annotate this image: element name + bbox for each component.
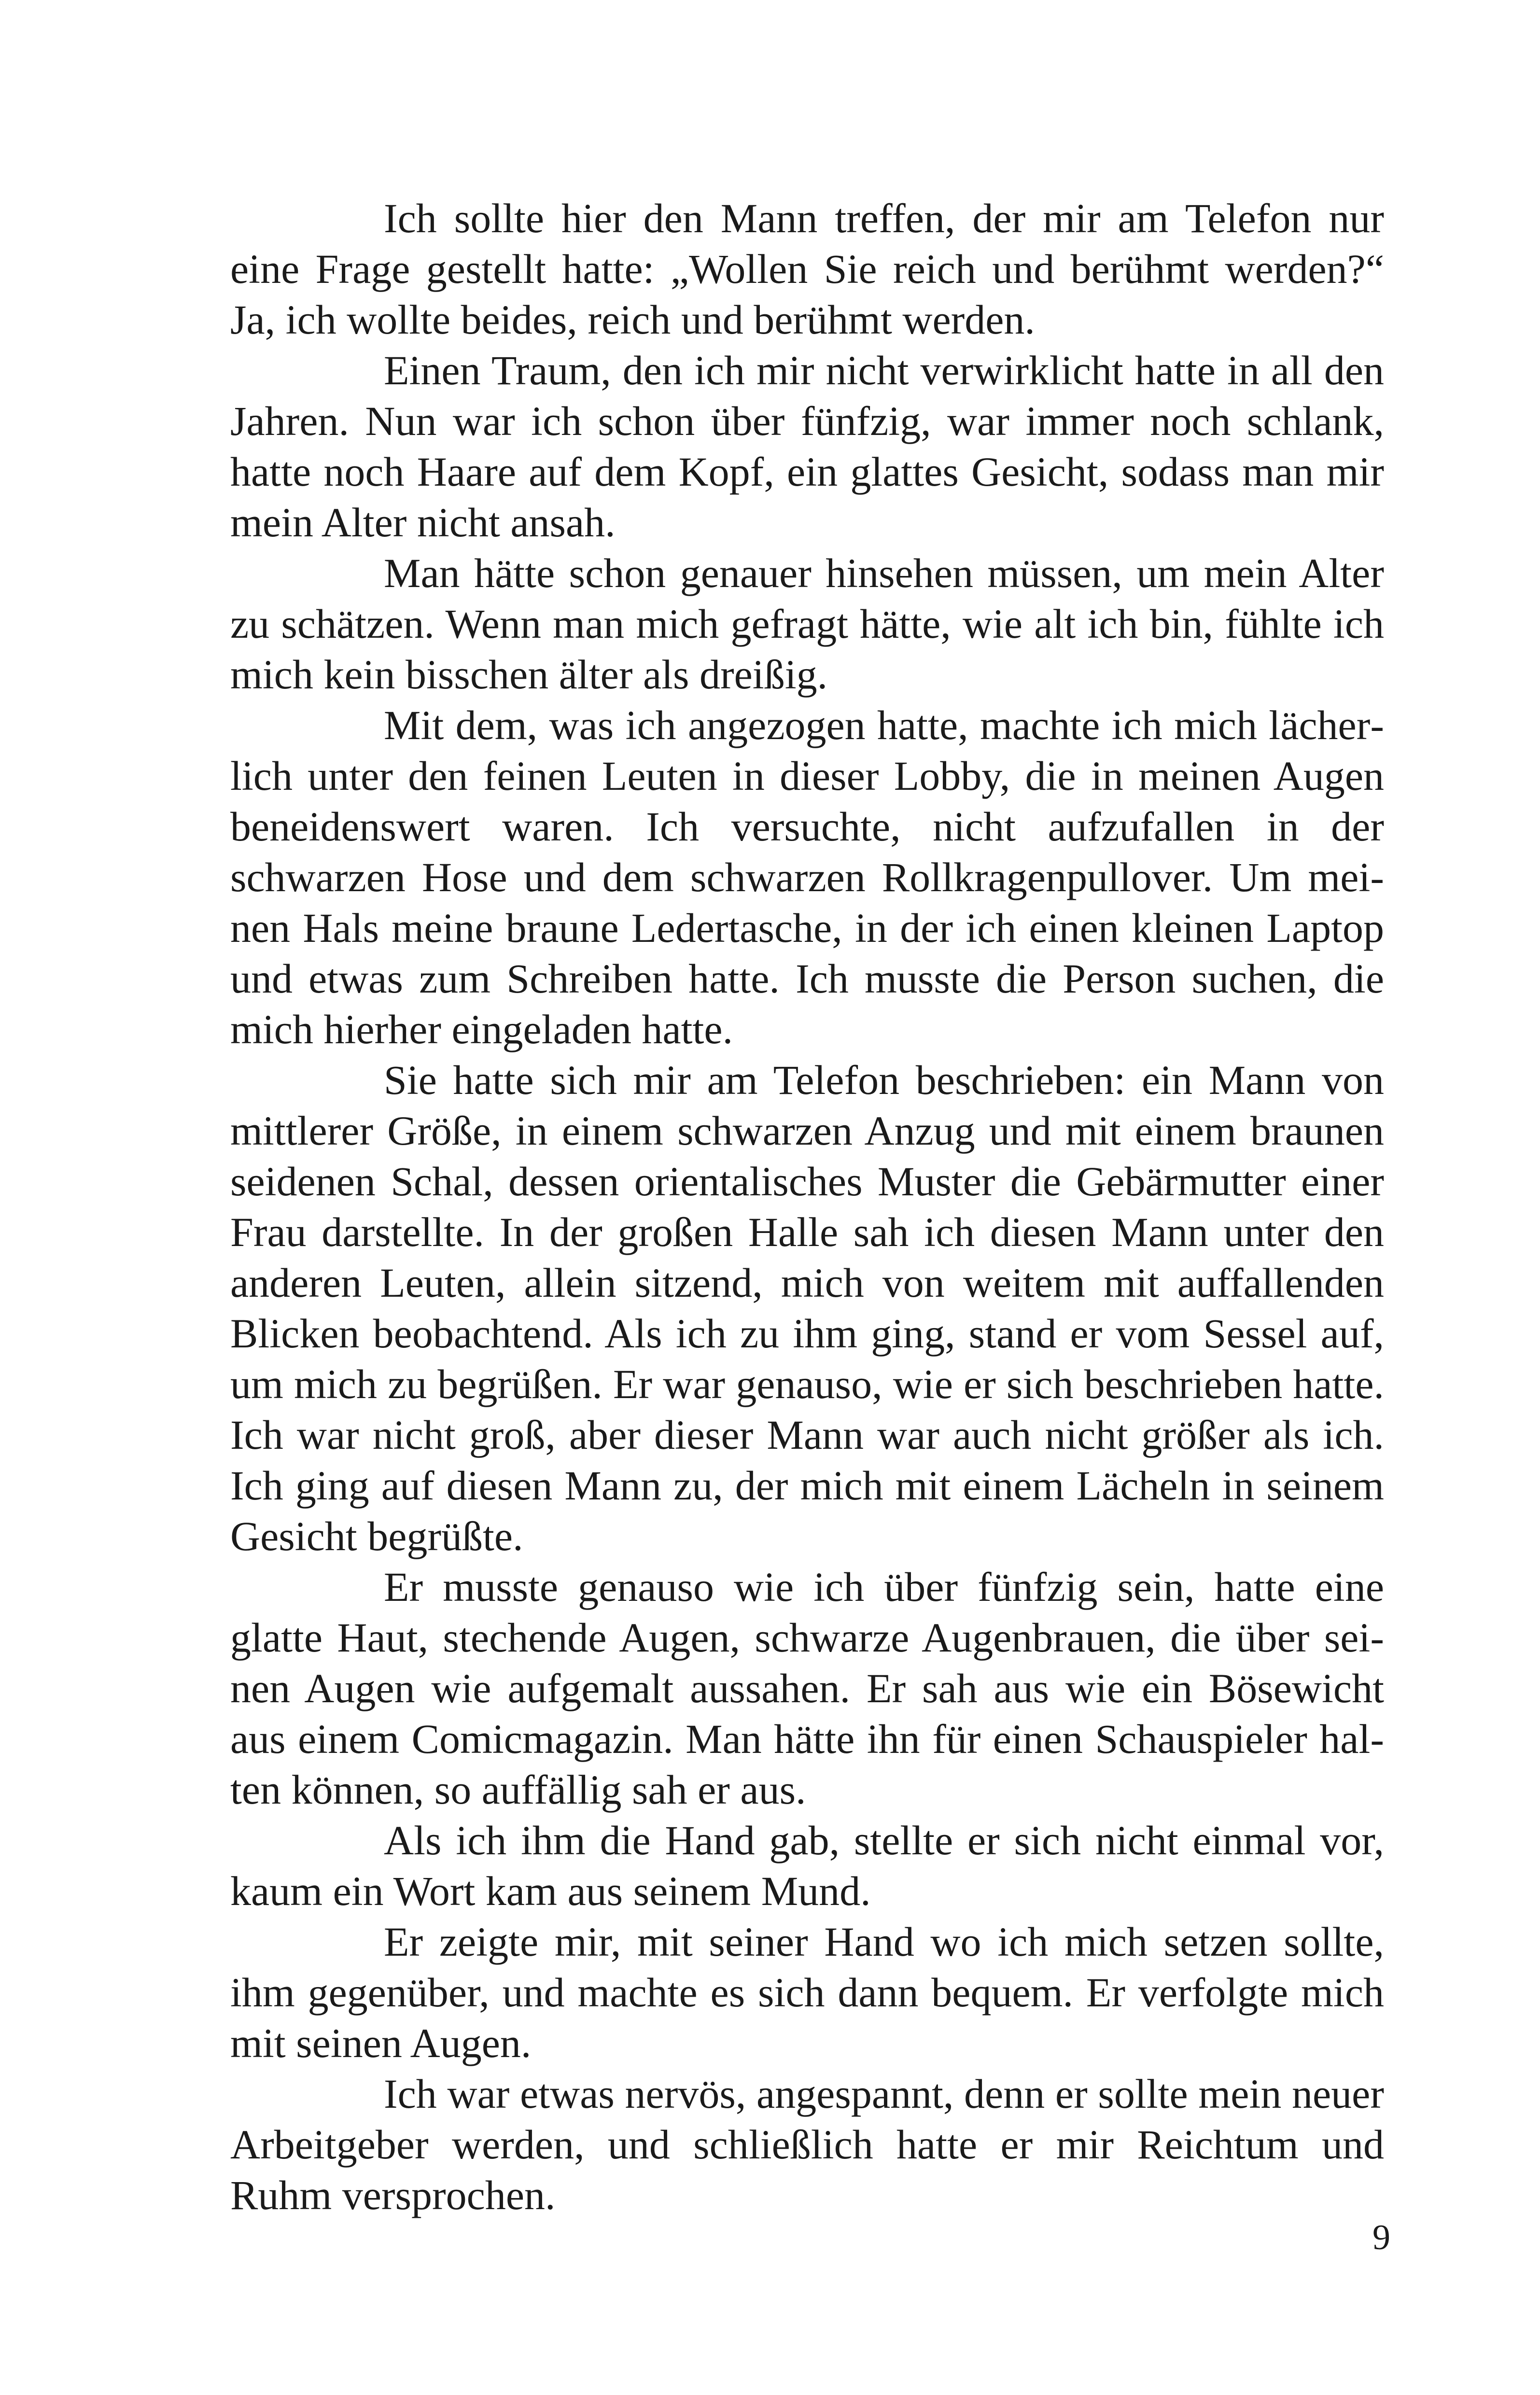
paragraph: Man hätte schon genauer hinsehen müssen, um mein Alter zu schätzen. Wenn man mich gefragt hätte, wie alt ich bin, fühlte ich mich kein bisschen älter als dreißig. (230, 550, 1384, 698)
paragraph: Er musste genauso wie ich über fünfzig sein, hatte eine glatte Haut, stechende Augen, schwarze Augenbrauen, die über seinen Augen wie aufgemalt aussahen. Er sah aus wie ein Bösewicht aus einem Comicmagazin. Man hätte ihn für einen Schauspieler halten können, so auffällig sah er aus. (230, 1564, 1384, 1813)
paragraph: Ich sollte hier den Mann treffen, der mir am Telefon nur eine Frage gestellt hatte: „Wollen Sie reich und berühmt werden?“ Ja, ich wollte beides, reich und berühmt werden. (230, 195, 1384, 343)
paragraph: Er zeigte mir, mit seiner Hand wo ich mich setzen sollte, ihm gegenüber, und machte es sich dann bequem. Er verfolgte mich mit seinen Augen. (230, 1919, 1384, 2066)
paragraph: Mit dem, was ich angezogen hatte, machte ich mich lächerlich unter den feinen Leuten in dieser Lobby, die in meinen Augen beneidenswert waren. Ich versuchte, nicht aufzufallen in der schwarzen Hose und dem schwarzen Rollkragenpullover. Um meinen Hals meine braune Ledertasche, in der ich einen kleinen Laptop und etwas zum Schreiben hatte. Ich musste die Person suchen, die mich hierher eingeladen hatte. (230, 702, 1384, 1052)
paragraph: Einen Traum, den ich mir nicht verwirklicht hatte in all den Jahren. Nun war ich schon über fünfzig, war immer noch schlank, hatte noch Haare auf dem Kopf, ein glattes Gesicht, sodass man mir mein Alter nicht ansah. (230, 347, 1384, 546)
body-text (230, 193, 1384, 2221)
paragraph: Sie hatte sich mir am Telefon beschrieben: ein Mann von mittlerer Größe, in einem schwarzen Anzug und mit einem braunen seidenen Schal, dessen orientalisches Muster die Gebärmutter einer Frau darstellte. In der großen Halle sah ich diesen Mann unter den anderen Leuten, allein sitzend, mich von weitem mit auffallenden Blicken beobachtend. Als ich zu ihm ging, stand er vom Sessel auf, um mich zu begrüßen. Er war genauso, wie er sich beschrieben hatte. Ich war nicht groß, aber dieser Mann war auch nicht größer als ich. Ich ging auf diesen Mann zu, der mich mit einem Lächeln in seinem Gesicht begrüßte. (230, 1057, 1384, 1559)
paragraph: Als ich ihm die Hand gab, stellte er sich nicht einmal vor, kaum ein Wort kam aus seinem Mund. (230, 1817, 1384, 1914)
page-number: 9 (1372, 2218, 1390, 2257)
paragraph: Ich war etwas nervös, angespannt, denn er sollte mein neuer Arbeitgeber werden, und schließlich hatte er mir Reichtum und Ruhm versprochen. (230, 2071, 1384, 2218)
